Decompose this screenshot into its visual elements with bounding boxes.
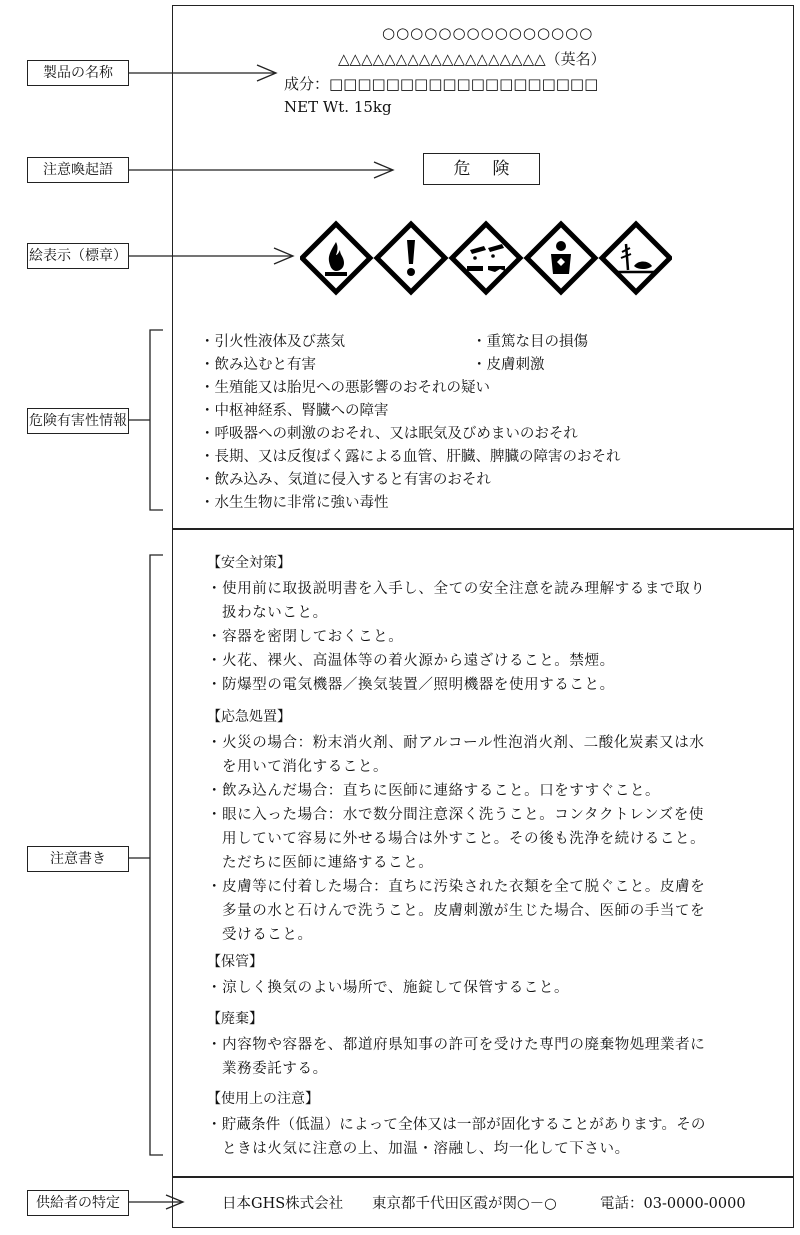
label-pictogram: 絵表示（標章） [27,243,129,269]
product-name-english: △△△△△△△△△△△△△△△△△△（英名） [338,50,606,68]
label-hazard-info: 危険有害性情報 [27,408,129,434]
label-precautionary: 注意書き [27,846,129,872]
precaution-line: 業務委託する。 [222,1061,328,1077]
precaution-line: 用していて容易に外せる場合は外すこと。その後も洗浄を続けること。 [222,831,706,847]
precaution-line: ・涼しく換気のよい場所で、施錠して保管すること。 [207,980,570,996]
hazard-item: ・呼吸器への刺激のおそれ、又は眠気及びめまいのおそれ [200,426,578,442]
precaution-line: 扱わないこと。 [222,605,328,621]
product-ingredients: 成分：□□□□□□□□□□□□□□□□□□□ [284,75,599,93]
signal-word: 危険 [423,153,540,185]
response-heading: 【応急処置】 [207,709,291,725]
product-net-weight: NET Wt. 15kg [284,98,392,116]
precaution-line: を用いて消化すること。 [222,759,389,775]
supplier-company: 日本GHS株式会社 [222,1196,344,1212]
flame-icon [302,224,370,292]
corrosion-icon [452,224,520,292]
hazard-item: ・重篤な目の損傷 [472,334,588,350]
supplier-phone: 電話：03-0000-0000 [600,1196,746,1212]
label-product-name: 製品の名称 [27,60,129,86]
health-hazard-icon [527,224,595,292]
precaution-line: ・防爆型の電気機器／換気装置／照明機器を使用すること。 [207,677,615,693]
precaution-line: ・皮膚等に付着した場合：直ちに汚染された衣類を全て脱ぐこと。皮膚を [207,879,706,895]
precaution-line: 受けること。 [222,927,313,943]
hazard-item: ・皮膚刺激 [472,357,545,373]
precaution-line: ・火災の場合：粉末消火剤、耐アルコール性泡消火剤、二酸化炭素又は水 [207,735,705,751]
label-supplier: 供給者の特定 [27,1190,129,1216]
precaution-line: ・火花、裸火、高温体等の着火源から遠ざけること。禁煙。 [207,653,615,669]
exclamation-mark-icon [377,224,445,292]
product-name-circles: ○○○○○○○○○○○○○○○ [382,24,594,42]
environment-icon [602,224,670,292]
hazard-item: ・飲み込み、気道に侵入すると有害のおそれ [200,472,491,488]
storage-heading: 【保管】 [207,954,263,970]
hazard-bracket [150,330,163,510]
precaution-line: ・貯蔵条件（低温）によって全体又は一部が固化することがあります。その [207,1117,706,1133]
precaution-bracket [150,555,163,1155]
precaution-line: ときは火気に注意の上、加温・溶融し、均一化して下さい。 [222,1141,630,1157]
safety-heading: 【安全対策】 [207,555,291,571]
pictogram-row [300,220,672,296]
precaution-line: ・飲み込んだ場合：直ちに医師に連絡すること。口をすすぐこと。 [207,783,661,799]
precaution-line: ・内容物や容器を、都道府県知事の許可を受けた専門の廃棄物処理業者に [207,1037,706,1053]
precaution-line: 多量の水と石けんで洗うこと。皮膚刺激が生じた場合、医師の手当てを [222,903,706,919]
hazard-item: ・水生生物に非常に強い毒性 [200,495,389,511]
hazard-item: ・引火性液体及び蒸気 [200,334,345,350]
usage-heading: 【使用上の注意】 [207,1091,319,1107]
hazard-item: ・長期、又は反復ばく露による血管、肝臓、脾臓の障害のおそれ [200,449,621,465]
label-signal-word: 注意喚起語 [27,157,129,183]
hazard-item: ・中枢神経系、腎臓への障害 [200,403,389,419]
hazard-item: ・飲み込むと有害 [200,357,316,373]
hazard-item: ・生殖能又は胎児への悪影響のおそれの疑い [200,380,490,396]
precaution-line: ただちに医師に連絡すること。 [222,855,434,871]
disposal-heading: 【廃棄】 [207,1011,263,1027]
supplier-address: 東京都千代田区霞が関○－○ [372,1196,557,1212]
precaution-line: ・眼に入った場合：水で数分間注意深く洗うこと。コンタクトレンズを使 [207,807,704,823]
precaution-line: ・容器を密閉しておくこと。 [207,629,404,645]
precaution-line: ・使用前に取扱説明書を入手し、全ての安全注意を読み理解するまで取り [207,581,706,597]
